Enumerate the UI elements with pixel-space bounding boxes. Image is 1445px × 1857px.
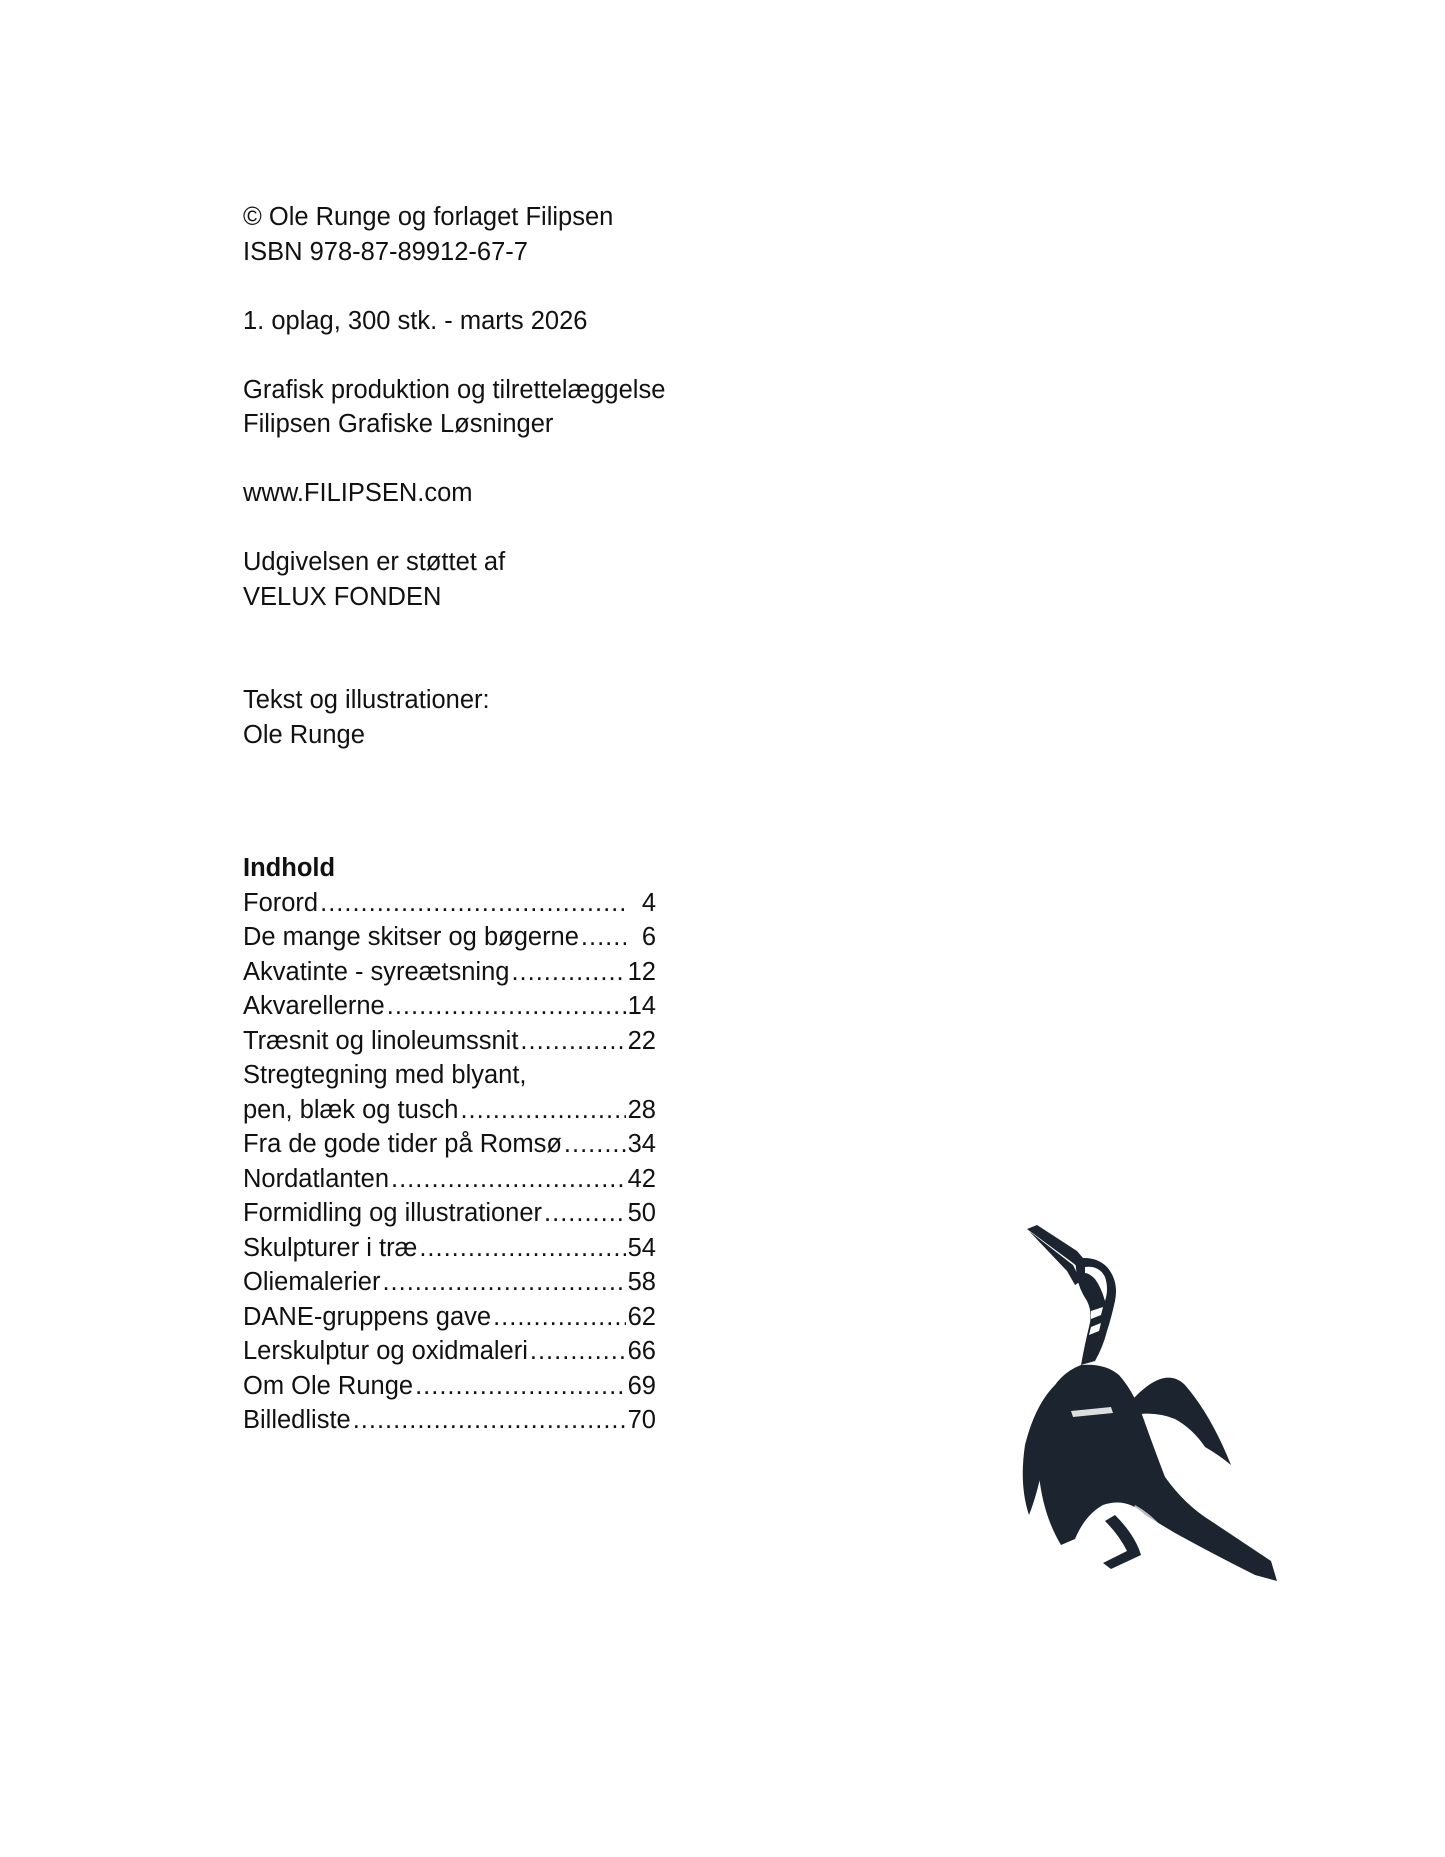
toc-entry	[243, 989, 656, 1024]
production-name: Filipsen Grafiske Løsninger	[243, 410, 554, 438]
toc-entry	[243, 1058, 656, 1093]
toc-entry-title: Akvarellerne	[243, 992, 385, 1020]
toc-entry	[243, 1093, 656, 1128]
toc-entry-page: 66	[627, 1337, 656, 1365]
toc-entry	[243, 1231, 656, 1266]
toc-entry	[243, 886, 656, 921]
toc-entry-title: Formidling og illustrationer	[243, 1199, 543, 1227]
colophon	[243, 200, 665, 752]
toc-entry-title: Akvatinte - syreætsning	[243, 957, 510, 986]
toc-leader-dots	[493, 1300, 626, 1335]
toc-entry-page: 50	[627, 1199, 656, 1227]
toc-entry-title: Fra de gode tider på Romsø	[243, 1130, 562, 1158]
toc-leader-dots	[419, 1231, 625, 1266]
toc-leader-dots	[387, 989, 626, 1024]
toc-entry-page: 62	[627, 1302, 656, 1331]
toc-entry-page: 14	[627, 992, 656, 1020]
toc-leader-dots	[564, 1127, 626, 1162]
toc-list	[243, 886, 656, 1438]
toc-entry-page: 58	[627, 1268, 656, 1296]
table-of-contents	[243, 851, 656, 1438]
copyright-line: © Ole Runge og forlaget Filipsen	[243, 203, 614, 231]
toc-leader-dots	[460, 1093, 625, 1128]
toc-entry-title: DANE-gruppens gave	[243, 1302, 492, 1331]
toc-entry-title: Skulpturer i træ	[243, 1233, 418, 1262]
credits-label: Tekst og illustrationer:	[243, 686, 490, 714]
toc-entry-page: 42	[627, 1164, 656, 1193]
toc-entry	[243, 920, 656, 955]
toc-entry	[243, 1300, 656, 1335]
credits-name: Ole Runge	[243, 720, 365, 749]
support-name: VELUX FONDEN	[243, 582, 442, 611]
toc-entry-title: De mange skitser og bøgerne	[243, 923, 579, 951]
edition-line: 1. oplag, 300 stk. - marts 2026	[243, 306, 588, 335]
toc-entry-title: pen, blæk og tusch	[243, 1095, 459, 1124]
toc-leader-dots	[382, 1265, 625, 1300]
toc-entry-title: Nordatlanten	[243, 1164, 390, 1193]
toc-heading: Indhold	[243, 854, 336, 882]
toc-entry-title: Forord	[243, 888, 319, 917]
toc-entry	[243, 1024, 656, 1059]
toc-entry-page: 22	[627, 1026, 656, 1055]
toc-entry	[243, 1265, 656, 1300]
toc-entry-title: Stregtegning med blyant,	[243, 1061, 527, 1089]
toc-entry	[243, 1196, 656, 1231]
toc-leader-dots	[530, 1334, 626, 1369]
toc-entry-title: Træsnit og linoleumssnit	[243, 1026, 519, 1055]
toc-entry	[243, 1369, 656, 1404]
toc-entry-page: 4	[641, 888, 656, 917]
toc-leader-dots	[544, 1196, 626, 1231]
toc-entry	[243, 1403, 656, 1438]
website-link: www.FILIPSEN.com	[243, 479, 473, 507]
toc-entry	[243, 1334, 656, 1369]
toc-entry-page: 12	[627, 957, 656, 986]
toc-entry-title: Lerskulptur og oxidmaleri	[243, 1337, 528, 1365]
toc-entry-page: 69	[627, 1371, 656, 1400]
toc-leader-dots	[415, 1369, 626, 1404]
production-label: Grafisk produktion og tilrettelæggelse	[243, 375, 666, 404]
toc-leader-dots	[520, 1024, 625, 1059]
toc-entry-page: 70	[627, 1406, 656, 1434]
toc-entry-page: 34	[627, 1130, 656, 1158]
toc-entry-title: Oliemalerier	[243, 1268, 381, 1296]
cormorant-woodcut-icon	[1015, 1215, 1335, 1615]
support-label: Udgivelsen er støttet af	[243, 548, 506, 576]
toc-entry-title: Billedliste	[243, 1406, 351, 1434]
isbn-line: ISBN 978-87-89912-67-7	[243, 237, 528, 266]
toc-leader-dots	[581, 920, 626, 955]
toc-entry	[243, 1162, 656, 1197]
toc-leader-dots	[391, 1162, 626, 1197]
toc-entry	[243, 1127, 656, 1162]
toc-entry-title: Om Ole Runge	[243, 1371, 414, 1400]
toc-entry-page: 28	[627, 1095, 656, 1124]
toc-leader-dots	[511, 955, 625, 990]
toc-leader-dots	[353, 1403, 626, 1438]
toc-entry	[243, 955, 656, 990]
toc-leader-dots	[320, 886, 626, 921]
toc-entry-page: 54	[627, 1233, 656, 1262]
toc-entry-page: 6	[641, 923, 656, 951]
